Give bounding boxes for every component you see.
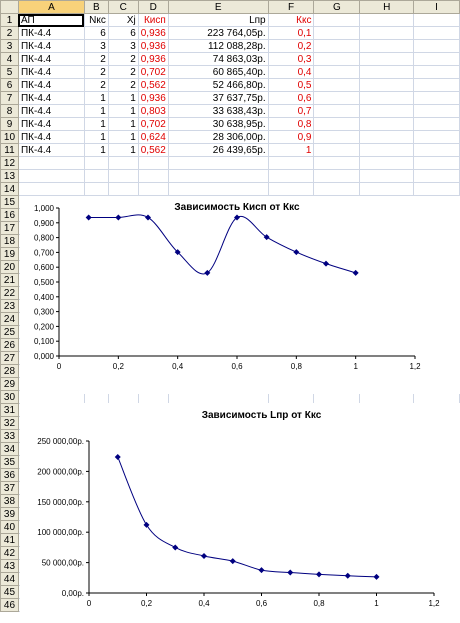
data-point[interactable] xyxy=(230,558,236,564)
cell[interactable] xyxy=(414,53,460,66)
row-header[interactable]: 25 xyxy=(1,326,19,339)
data-point[interactable] xyxy=(293,249,299,255)
data-point[interactable] xyxy=(287,570,293,576)
row-header[interactable]: 14 xyxy=(1,183,19,196)
cell[interactable] xyxy=(360,92,414,105)
data-cell-b[interactable]: 2 xyxy=(84,53,108,66)
data-cell-e[interactable]: 74 863,03р. xyxy=(168,53,268,66)
header-cell-e[interactable]: Lпр xyxy=(168,14,268,27)
data-cell-e[interactable]: 52 466,80р. xyxy=(168,79,268,92)
y-tick-label: 0,600 xyxy=(33,263,54,273)
data-cell-c[interactable]: 2 xyxy=(108,79,138,92)
table-row xyxy=(1,14,460,27)
x-tick-label: 0 xyxy=(56,362,62,371)
cell[interactable] xyxy=(268,170,314,183)
data-cell-b[interactable]: 1 xyxy=(84,105,108,118)
data-cell-b[interactable]: 6 xyxy=(84,27,108,40)
row-header[interactable]: 12 xyxy=(1,157,19,170)
cell[interactable] xyxy=(314,27,360,40)
cell[interactable] xyxy=(414,40,460,53)
table-row xyxy=(1,105,460,118)
cell[interactable] xyxy=(314,53,360,66)
cell[interactable] xyxy=(108,170,138,183)
data-cell-e[interactable]: 28 306,00р. xyxy=(168,131,268,144)
row-header[interactable]: 9 xyxy=(1,118,19,131)
data-point[interactable] xyxy=(323,261,329,267)
table-row xyxy=(1,157,460,170)
column-header-c[interactable]: C xyxy=(108,1,138,14)
cell[interactable] xyxy=(84,170,108,183)
data-cell-f[interactable]: 0,2 xyxy=(268,40,314,53)
row-header[interactable]: 1 xyxy=(1,14,19,27)
x-tick-label: 0,4 xyxy=(198,599,210,608)
row-header[interactable]: 46 xyxy=(1,599,19,612)
row-header[interactable]: 7 xyxy=(1,92,19,105)
header-cell-a[interactable]: АП xyxy=(18,14,84,27)
column-header-e[interactable]: E xyxy=(168,1,268,14)
row-header[interactable]: 19 xyxy=(1,248,19,261)
cell[interactable] xyxy=(360,183,414,196)
column-header-d[interactable]: D xyxy=(138,1,168,14)
cell[interactable] xyxy=(314,105,360,118)
cell[interactable] xyxy=(414,157,460,170)
chart-svg xyxy=(20,403,460,615)
x-tick-label: 0,2 xyxy=(112,362,124,371)
row-header[interactable]: 28 xyxy=(1,365,19,378)
cell[interactable] xyxy=(168,170,268,183)
cell[interactable] xyxy=(414,92,460,105)
data-cell-e[interactable]: 60 865,40р. xyxy=(168,66,268,79)
row-header[interactable]: 44 xyxy=(1,573,19,586)
cell[interactable] xyxy=(360,157,414,170)
cell[interactable] xyxy=(18,157,84,170)
cell[interactable] xyxy=(108,183,138,196)
row-header[interactable]: 8 xyxy=(1,105,19,118)
data-point[interactable] xyxy=(374,574,380,580)
data-cell-a[interactable]: ПК-4.4 xyxy=(18,79,84,92)
row-header[interactable]: 27 xyxy=(1,352,19,365)
row-header[interactable]: 32 xyxy=(1,417,19,430)
y-tick-label: 1,000 xyxy=(33,204,54,213)
data-cell-f[interactable]: 1 xyxy=(268,144,314,157)
data-cell-c[interactable]: 1 xyxy=(108,105,138,118)
cell[interactable] xyxy=(414,105,460,118)
cell[interactable] xyxy=(314,118,360,131)
data-point[interactable] xyxy=(115,454,121,460)
cell[interactable] xyxy=(360,105,414,118)
chart-title: Зависимость Lпр от Ккс xyxy=(201,410,322,421)
x-tick-label: 0 xyxy=(86,599,92,608)
cell[interactable] xyxy=(414,66,460,79)
data-cell-d[interactable]: 0,702 xyxy=(138,118,168,131)
table-row xyxy=(1,92,460,105)
y-tick-label: 0,100 xyxy=(33,337,54,347)
table-row xyxy=(1,27,460,40)
row-header[interactable]: 24 xyxy=(1,313,19,326)
cell[interactable] xyxy=(414,14,460,27)
cell[interactable] xyxy=(360,66,414,79)
cell[interactable] xyxy=(414,131,460,144)
y-tick-label: 0,700 xyxy=(33,248,54,258)
row-header[interactable]: 17 xyxy=(1,222,19,235)
cell[interactable] xyxy=(360,118,414,131)
data-cell-e[interactable]: 112 088,28р. xyxy=(168,40,268,53)
table-row xyxy=(1,79,460,92)
data-cell-d[interactable]: 0,562 xyxy=(138,79,168,92)
x-tick-label: 1,2 xyxy=(428,599,440,608)
row-header[interactable]: 43 xyxy=(1,560,19,573)
data-cell-a[interactable]: ПК-4.4 xyxy=(18,92,84,105)
data-cell-a[interactable]: ПК-4.4 xyxy=(18,118,84,131)
table-row xyxy=(1,131,460,144)
chart-svg xyxy=(20,196,460,394)
row-header[interactable]: 13 xyxy=(1,170,19,183)
select-all-corner[interactable] xyxy=(1,1,19,14)
row-header[interactable]: 29 xyxy=(1,378,19,391)
data-cell-a[interactable]: ПК-4.4 xyxy=(18,53,84,66)
y-tick-label: 250 000,00р. xyxy=(37,437,84,446)
data-cell-e[interactable]: 26 439,65р. xyxy=(168,144,268,157)
data-cell-d[interactable]: 0,936 xyxy=(138,92,168,105)
y-tick-label: 0,000 xyxy=(33,352,54,361)
y-tick-label: 150 000,00р. xyxy=(37,497,84,507)
table-row xyxy=(1,144,460,157)
y-tick-label: 0,500 xyxy=(33,278,54,287)
cell[interactable] xyxy=(268,157,314,170)
data-cell-e[interactable]: 30 638,95р. xyxy=(168,118,268,131)
series-line xyxy=(89,215,356,274)
cell[interactable] xyxy=(360,14,414,27)
cell[interactable] xyxy=(360,144,414,157)
cell[interactable] xyxy=(414,170,460,183)
data-cell-b[interactable]: 2 xyxy=(84,66,108,79)
cell[interactable] xyxy=(268,183,314,196)
data-cell-b[interactable]: 1 xyxy=(84,131,108,144)
row-header[interactable]: 36 xyxy=(1,469,19,482)
series-line xyxy=(118,457,377,577)
data-cell-f[interactable]: 0,4 xyxy=(268,66,314,79)
row-header[interactable]: 38 xyxy=(1,495,19,508)
row-header[interactable]: 6 xyxy=(1,79,19,92)
data-point[interactable] xyxy=(316,571,322,577)
header-cell-b[interactable]: Nкс xyxy=(84,14,108,27)
cell[interactable] xyxy=(314,79,360,92)
data-cell-a[interactable]: ПК-4.4 xyxy=(18,131,84,144)
cell[interactable] xyxy=(314,40,360,53)
column-header-h[interactable]: H xyxy=(360,1,414,14)
data-cell-c[interactable]: 1 xyxy=(108,118,138,131)
row-header[interactable]: 45 xyxy=(1,586,19,599)
cell[interactable] xyxy=(360,170,414,183)
row-header[interactable]: 31 xyxy=(1,404,19,417)
row-header[interactable]: 35 xyxy=(1,456,19,469)
data-point[interactable] xyxy=(259,567,265,573)
data-cell-d[interactable]: 0,562 xyxy=(138,144,168,157)
data-cell-e[interactable]: 33 638,43р. xyxy=(168,105,268,118)
row-header[interactable]: 40 xyxy=(1,521,19,534)
x-tick-label: 0,8 xyxy=(313,599,325,608)
cell[interactable] xyxy=(84,183,108,196)
y-tick-label: 50 000,00р. xyxy=(41,558,84,568)
data-cell-d[interactable]: 0,936 xyxy=(138,53,168,66)
data-point[interactable] xyxy=(345,573,351,579)
data-cell-f[interactable]: 0,7 xyxy=(268,105,314,118)
y-tick-label: 0,400 xyxy=(33,292,54,302)
cell[interactable] xyxy=(414,144,460,157)
row-header[interactable]: 16 xyxy=(1,209,19,222)
data-cell-c[interactable]: 6 xyxy=(108,27,138,40)
cell[interactable] xyxy=(314,66,360,79)
data-cell-c[interactable]: 2 xyxy=(108,53,138,66)
data-point[interactable] xyxy=(86,214,92,220)
row-header[interactable]: 5 xyxy=(1,66,19,79)
table-row xyxy=(1,170,460,183)
cell[interactable] xyxy=(314,144,360,157)
data-cell-b[interactable]: 1 xyxy=(84,144,108,157)
row-header[interactable]: 42 xyxy=(1,547,19,560)
column-header-f[interactable]: F xyxy=(268,1,314,14)
cell[interactable] xyxy=(314,157,360,170)
y-tick-label: 0,300 xyxy=(33,307,54,317)
data-cell-a[interactable]: ПК-4.4 xyxy=(18,144,84,157)
cell[interactable] xyxy=(314,170,360,183)
column-header-a[interactable]: A xyxy=(18,1,84,14)
row-header[interactable]: 39 xyxy=(1,508,19,521)
cell[interactable] xyxy=(314,92,360,105)
row-header[interactable]: 37 xyxy=(1,482,19,495)
header-cell-f[interactable]: Ккс xyxy=(268,14,314,27)
data-cell-c[interactable]: 1 xyxy=(108,144,138,157)
column-header-i[interactable]: I xyxy=(414,1,460,14)
row-header[interactable]: 11 xyxy=(1,144,19,157)
data-point[interactable] xyxy=(353,270,359,276)
cell[interactable] xyxy=(314,183,360,196)
column-header-b[interactable]: B xyxy=(84,1,108,14)
data-cell-b[interactable]: 3 xyxy=(84,40,108,53)
data-cell-c[interactable]: 2 xyxy=(108,66,138,79)
chart-kisp-vs-kks[interactable] xyxy=(20,196,460,394)
data-cell-c[interactable]: 1 xyxy=(108,131,138,144)
data-point[interactable] xyxy=(201,553,207,559)
cell[interactable] xyxy=(168,157,268,170)
row-header[interactable]: 33 xyxy=(1,430,19,443)
data-cell-f[interactable]: 0,5 xyxy=(268,79,314,92)
y-tick-label: 0,800 xyxy=(33,233,54,243)
header-cell-d[interactable]: Кисп xyxy=(138,14,168,27)
row-header[interactable]: 4 xyxy=(1,53,19,66)
data-point[interactable] xyxy=(115,214,121,220)
data-cell-b[interactable]: 1 xyxy=(84,118,108,131)
cell[interactable] xyxy=(360,27,414,40)
row-header[interactable]: 22 xyxy=(1,287,19,300)
chart-title: Зависимость Кисп от Ккс xyxy=(174,202,300,213)
cell[interactable] xyxy=(414,79,460,92)
data-cell-f[interactable]: 0,3 xyxy=(268,53,314,66)
cell[interactable] xyxy=(138,157,168,170)
row-header[interactable]: 23 xyxy=(1,300,19,313)
cell[interactable] xyxy=(360,40,414,53)
cell[interactable] xyxy=(138,170,168,183)
row-header[interactable]: 41 xyxy=(1,534,19,547)
y-tick-label: 100 000,00р. xyxy=(37,528,84,538)
cell[interactable] xyxy=(414,118,460,131)
cell[interactable] xyxy=(138,183,168,196)
y-tick-label: 0,00р. xyxy=(61,589,84,598)
x-tick-label: 1 xyxy=(374,599,379,608)
data-cell-a[interactable]: ПК-4.4 xyxy=(18,105,84,118)
row-header[interactable]: 26 xyxy=(1,339,19,352)
data-cell-d[interactable]: 0,624 xyxy=(138,131,168,144)
data-cell-f[interactable]: 0,1 xyxy=(268,27,314,40)
column-header-g[interactable]: G xyxy=(314,1,360,14)
cell[interactable] xyxy=(360,79,414,92)
header-cell-c[interactable]: Xj xyxy=(108,14,138,27)
data-cell-d[interactable]: 0,936 xyxy=(138,27,168,40)
data-cell-b[interactable]: 2 xyxy=(84,79,108,92)
data-cell-a[interactable]: ПК-4.4 xyxy=(18,66,84,79)
data-cell-c[interactable]: 1 xyxy=(108,92,138,105)
row-header[interactable]: 15 xyxy=(1,196,19,209)
data-cell-f[interactable]: 0,8 xyxy=(268,118,314,131)
cell[interactable] xyxy=(314,131,360,144)
table-row xyxy=(1,183,460,196)
cell[interactable] xyxy=(314,14,360,27)
x-tick-label: 0,6 xyxy=(231,362,243,371)
data-cell-d[interactable]: 0,702 xyxy=(138,66,168,79)
data-cell-e[interactable]: 223 764,05р. xyxy=(168,27,268,40)
chart-lpr-vs-kks[interactable] xyxy=(20,403,460,615)
cell[interactable] xyxy=(18,170,84,183)
row-header[interactable]: 2 xyxy=(1,27,19,40)
data-cell-f[interactable]: 0,9 xyxy=(268,131,314,144)
cell[interactable] xyxy=(168,183,268,196)
y-tick-label: 0,900 xyxy=(33,218,54,228)
row-header[interactable]: 30 xyxy=(1,391,19,404)
row-header[interactable]: 10 xyxy=(1,131,19,144)
y-tick-label: 0,200 xyxy=(33,322,54,332)
x-tick-label: 0,4 xyxy=(172,362,184,371)
data-cell-c[interactable]: 3 xyxy=(108,40,138,53)
data-cell-a[interactable]: ПК-4.4 xyxy=(18,40,84,53)
cell[interactable] xyxy=(414,27,460,40)
table-row xyxy=(1,53,460,66)
x-tick-label: 1 xyxy=(353,362,358,371)
cell[interactable] xyxy=(360,53,414,66)
x-tick-label: 1,2 xyxy=(409,362,421,371)
data-cell-b[interactable]: 1 xyxy=(84,92,108,105)
table-row xyxy=(1,118,460,131)
data-point[interactable] xyxy=(144,522,150,528)
cell[interactable] xyxy=(84,157,108,170)
data-cell-d[interactable]: 0,936 xyxy=(138,40,168,53)
data-cell-f[interactable]: 0,6 xyxy=(268,92,314,105)
data-cell-d[interactable]: 0,803 xyxy=(138,105,168,118)
cell[interactable] xyxy=(108,157,138,170)
data-cell-e[interactable]: 37 637,75р. xyxy=(168,92,268,105)
table-row xyxy=(1,40,460,53)
row-header[interactable]: 3 xyxy=(1,40,19,53)
x-tick-label: 0,8 xyxy=(290,362,302,371)
cell[interactable] xyxy=(414,183,460,196)
x-tick-label: 0,2 xyxy=(140,599,153,608)
row-header[interactable]: 34 xyxy=(1,443,19,456)
data-point[interactable] xyxy=(172,544,178,550)
row-header[interactable]: 20 xyxy=(1,261,19,274)
row-header[interactable]: 21 xyxy=(1,274,19,287)
cell[interactable] xyxy=(360,131,414,144)
table-row xyxy=(1,66,460,79)
cell[interactable] xyxy=(18,183,84,196)
row-header[interactable]: 18 xyxy=(1,235,19,248)
x-tick-label: 0,6 xyxy=(255,599,268,608)
data-cell-a[interactable]: ПК-4.4 xyxy=(18,27,84,40)
y-tick-label: 200 000,00р. xyxy=(37,467,84,477)
